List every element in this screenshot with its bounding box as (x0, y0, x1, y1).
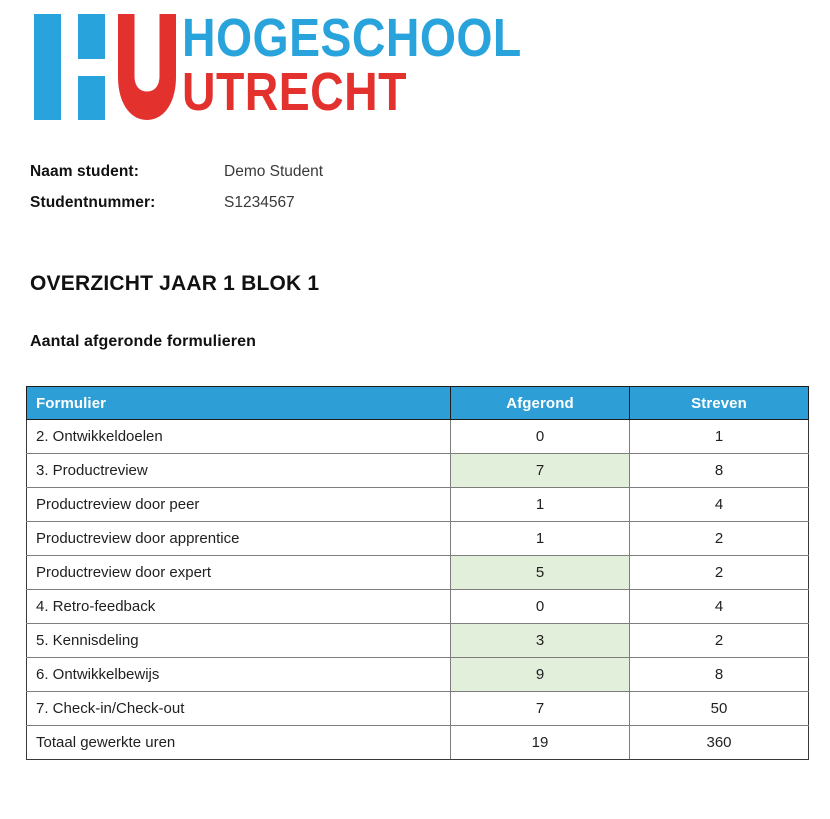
cell-afgerond: 3 (451, 624, 630, 658)
cell-streven: 50 (630, 692, 809, 726)
cell-formulier: Totaal gewerkte uren (27, 726, 451, 760)
cell-afgerond: 0 (451, 420, 630, 454)
table-row (27, 624, 809, 658)
cell-formulier: 3. Productreview (27, 454, 451, 488)
forms-overview-table (26, 386, 809, 760)
hu-logo-mark-icon (28, 12, 160, 120)
forms-overview-table-container (26, 386, 808, 760)
table-row (27, 556, 809, 590)
column-header-formulier: Formulier (27, 387, 451, 420)
student-number-value: S1234567 (224, 194, 295, 211)
student-info-block (30, 163, 323, 225)
student-name-label: Naam student: (30, 163, 139, 180)
cell-formulier: 7. Check-in/Check-out (27, 692, 451, 726)
logo-wordmark-line-2: UTRECHT (182, 62, 407, 123)
cell-streven: 4 (630, 488, 809, 522)
table-body (27, 420, 809, 760)
cell-afgerond: 1 (451, 488, 630, 522)
logo-bar-bottom-right (78, 76, 105, 120)
logo-wordmark (182, 8, 577, 123)
table-row (27, 692, 809, 726)
student-name-row (30, 163, 323, 194)
table-header-row (27, 387, 809, 420)
cell-afgerond: 1 (451, 522, 630, 556)
cell-afgerond: 5 (451, 556, 630, 590)
cell-afgerond: 7 (451, 692, 630, 726)
table-row (27, 590, 809, 624)
cell-streven: 8 (630, 454, 809, 488)
cell-streven: 8 (630, 658, 809, 692)
cell-streven: 2 (630, 624, 809, 658)
cell-streven: 2 (630, 522, 809, 556)
cell-formulier: Productreview door apprentice (27, 522, 451, 556)
logo-wordmark-line-1: HOGESCHOOL (182, 8, 522, 68)
cell-formulier: 4. Retro-feedback (27, 590, 451, 624)
column-header-streven: Streven (630, 387, 809, 420)
cell-afgerond: 9 (451, 658, 630, 692)
cell-formulier: Productreview door peer (27, 488, 451, 522)
page-title: OVERZICHT JAAR 1 BLOK 1 (30, 272, 320, 295)
cell-streven: 4 (630, 590, 809, 624)
table-row (27, 658, 809, 692)
student-number-label: Studentnummer: (30, 194, 156, 211)
table-row (27, 726, 809, 760)
page-subtitle: Aantal afgeronde formulieren (30, 333, 256, 350)
cell-afgerond: 7 (451, 454, 630, 488)
cell-afgerond: 19 (451, 726, 630, 760)
table-row (27, 522, 809, 556)
table-row (27, 488, 809, 522)
table-row (27, 420, 809, 454)
cell-streven: 2 (630, 556, 809, 590)
logo-letter-u-icon (118, 14, 176, 120)
cell-streven: 360 (630, 726, 809, 760)
student-name-value: Demo Student (224, 163, 324, 180)
table-row (27, 454, 809, 488)
cell-formulier: 5. Kennisdeling (27, 624, 451, 658)
hogeschool-utrecht-logo (28, 8, 577, 123)
logo-bar-left (34, 14, 61, 120)
cell-afgerond: 0 (451, 590, 630, 624)
column-header-afgerond: Afgerond (451, 387, 630, 420)
logo-bar-top-right (78, 14, 105, 59)
cell-formulier: 6. Ontwikkelbewijs (27, 658, 451, 692)
table-header (27, 387, 809, 420)
cell-formulier: 2. Ontwikkeldoelen (27, 420, 451, 454)
student-number-row (30, 194, 323, 225)
cell-streven: 1 (630, 420, 809, 454)
cell-formulier: Productreview door expert (27, 556, 451, 590)
